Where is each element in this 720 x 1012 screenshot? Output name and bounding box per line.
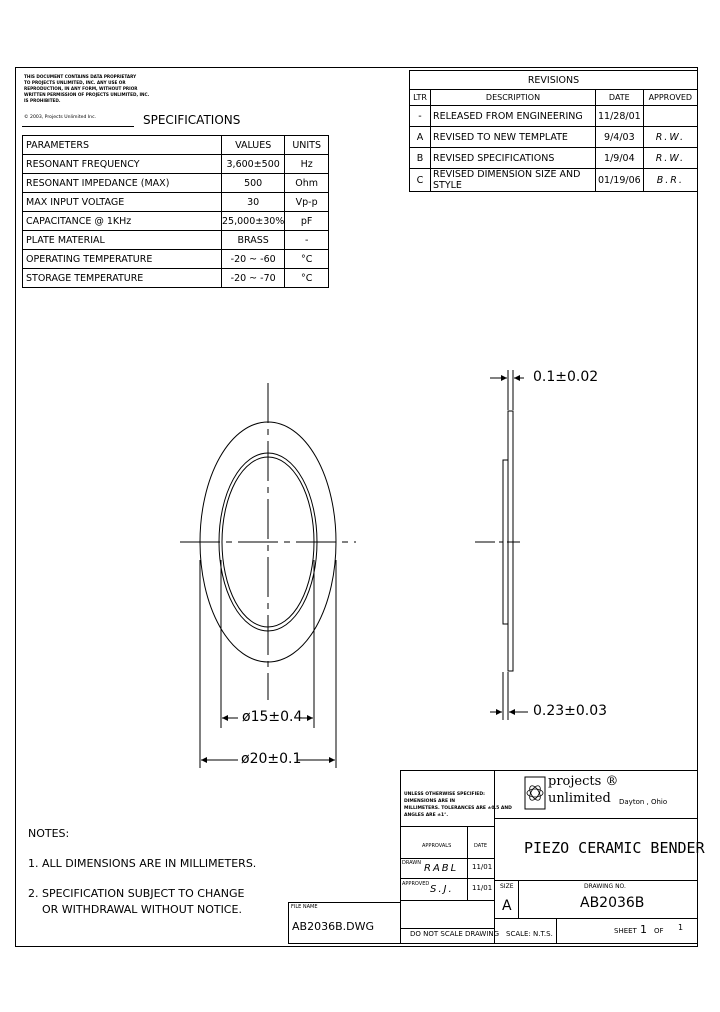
tb-hline-right-2 [494, 880, 698, 881]
note-1: 1. ALL DIMENSIONS ARE IN MILLIMETERS. [28, 857, 257, 870]
proprietary-line-6: © 2003, Projects Unlimited Inc. [24, 115, 97, 120]
approved-signature: S.J. [430, 884, 454, 895]
spec-header-parameters: PARAMETERS [23, 136, 222, 155]
approvals-label: APPROVALS [422, 843, 452, 849]
company-logo-icon [524, 776, 546, 810]
drawn-label: DRAWN [402, 860, 421, 866]
spec-value: -20 ~ -60 [222, 250, 285, 269]
rev-ltr: B [410, 148, 431, 169]
spec-value: -20 ~ -70 [222, 269, 285, 288]
spec-param: RESONANT IMPEDANCE (MAX) [23, 174, 222, 193]
spec-unit: Hz [285, 155, 329, 174]
rev-header-ltr: LTR [410, 90, 431, 106]
proprietary-line-4: WRITTEN PERMISSION OF PROJECTS UNLIMITED, INC. [24, 92, 150, 97]
rev-ltr: C [410, 169, 431, 192]
spec-value: BRASS [222, 231, 285, 250]
spec-unit: °C [285, 250, 329, 269]
file-name-value: AB2036B.DWG [292, 920, 374, 933]
note-2: 2. SPECIFICATION SUBJECT TO CHANGE [28, 887, 245, 900]
spec-param: PLATE MATERIAL [23, 231, 222, 250]
spec-param: OPERATING TEMPERATURE [23, 250, 222, 269]
sheet-label: SHEET [614, 927, 637, 935]
approved-date: 11/01 [472, 884, 493, 892]
spec-value: 500 [222, 174, 285, 193]
size-value: A [502, 898, 512, 914]
rev-ltr: A [410, 127, 431, 148]
rev-approved: R.W. [643, 148, 697, 169]
company-name-line-1: projects ® [548, 774, 619, 789]
rev-description: REVISED TO NEW TEMPLATE [431, 127, 596, 148]
rev-description: REVISED DIMENSION SIZE AND STYLE [431, 169, 596, 192]
tb-hline-left-1 [400, 826, 494, 827]
tb-vline-size [518, 880, 519, 918]
rev-description: RELEASED FROM ENGINEERING [431, 106, 596, 127]
do-not-scale: DO NOT SCALE DRAWING [410, 930, 500, 938]
spec-header-units: UNITS [285, 136, 329, 155]
proprietary-line-2: TO PROJECTS UNLIMITED, INC. ANY USE OR [24, 80, 126, 85]
dim-thickness-total: 0.1±0.02 [533, 369, 599, 385]
spec-unit: °C [285, 269, 329, 288]
tb-hline-right-3 [494, 918, 698, 919]
proprietary-line-1: THIS DOCUMENT CONTAINS DATA PROPRIETARY [24, 74, 137, 79]
size-label: SIZE [500, 883, 514, 890]
spec-value: 30 [222, 193, 285, 212]
tolerance-line-1: UNLESS OTHERWISE SPECIFIED: [404, 792, 485, 797]
dim-outer-diameter: ø20±0.1 [241, 751, 302, 767]
tb-hline-left-3 [400, 878, 494, 879]
company-location: Dayton , Ohio [619, 798, 668, 806]
proprietary-line-3: REPRODUCTION, IN ANY FORM, WITHOUT PRIOR [24, 86, 138, 91]
tolerance-line-2: DIMENSIONS ARE IN [404, 799, 456, 804]
spec-value: 3,600±500 [222, 155, 285, 174]
approved-label: APPROVED [402, 881, 430, 887]
tb-vline-scale [556, 918, 557, 944]
rev-header-description: DESCRIPTION [431, 90, 596, 106]
proprietary-line-5: IS PROHIBITED. [24, 98, 61, 103]
spec-header-values: VALUES [222, 136, 285, 155]
specifications-title: SPECIFICATIONS [143, 113, 241, 127]
rev-description: REVISED SPECIFICATIONS [431, 148, 596, 169]
spec-value: 25,000±30% [222, 212, 285, 231]
revisions-title: REVISIONS [410, 71, 698, 90]
rev-header-date: DATE [596, 90, 644, 106]
scale-label: SCALE: N.T.S. [506, 930, 553, 938]
rev-date: 11/28/01 [596, 106, 644, 127]
side-view-plate [508, 411, 513, 671]
drawn-date: 11/01 [472, 863, 493, 871]
part-title: PIEZO CERAMIC BENDER [524, 839, 705, 857]
spec-unit: Vp-p [285, 193, 329, 212]
drawing-no-label: DRAWING NO. [584, 883, 626, 890]
drawn-signature: RABL [424, 863, 459, 874]
spec-param: STORAGE TEMPERATURE [23, 269, 222, 288]
rev-ltr: - [410, 106, 431, 127]
tolerance-line-4: ANGLES ARE ±1°. [404, 813, 449, 818]
of-label: OF [654, 927, 664, 935]
spec-param: RESONANT FREQUENCY [23, 155, 222, 174]
note-2-cont: OR WITHDRAWAL WITHOUT NOTICE. [42, 903, 242, 916]
tb-hline-left-5 [400, 928, 494, 929]
rev-header-approved: APPROVED [643, 90, 697, 106]
spec-unit: Ohm [285, 174, 329, 193]
tb-hline-left-2 [400, 858, 494, 859]
sheet-total: 1 [678, 923, 684, 932]
company-name-line-2: unlimited [548, 791, 611, 806]
spec-param: CAPACITANCE @ 1KHz [23, 212, 222, 231]
file-name-label: FILE NAME [291, 904, 318, 910]
notes-title: NOTES: [28, 827, 70, 840]
rev-approved: B.R. [643, 169, 697, 192]
sheet-number: 1 [640, 923, 647, 936]
tb-vline-date [467, 826, 468, 900]
rev-date: 1/9/04 [596, 148, 644, 169]
rev-date: 01/19/06 [596, 169, 644, 192]
dim-thickness-plate: 0.23±0.03 [533, 703, 608, 719]
tb-hline-left-4 [400, 900, 494, 901]
rev-date: 9/4/03 [596, 127, 644, 148]
spec-unit: pF [285, 212, 329, 231]
date-label: DATE [474, 843, 488, 849]
dim-inner-diameter: ø15±0.4 [242, 709, 303, 725]
tolerance-line-3: MILLIMETERS. TOLERANCES ARE ±0.5 AND [404, 806, 512, 811]
spec-param: MAX INPUT VOLTAGE [23, 193, 222, 212]
tb-hline-right-1 [494, 818, 698, 819]
spec-unit: - [285, 231, 329, 250]
rev-approved: R.W. [643, 127, 697, 148]
drawing-no: AB2036B [580, 895, 645, 911]
